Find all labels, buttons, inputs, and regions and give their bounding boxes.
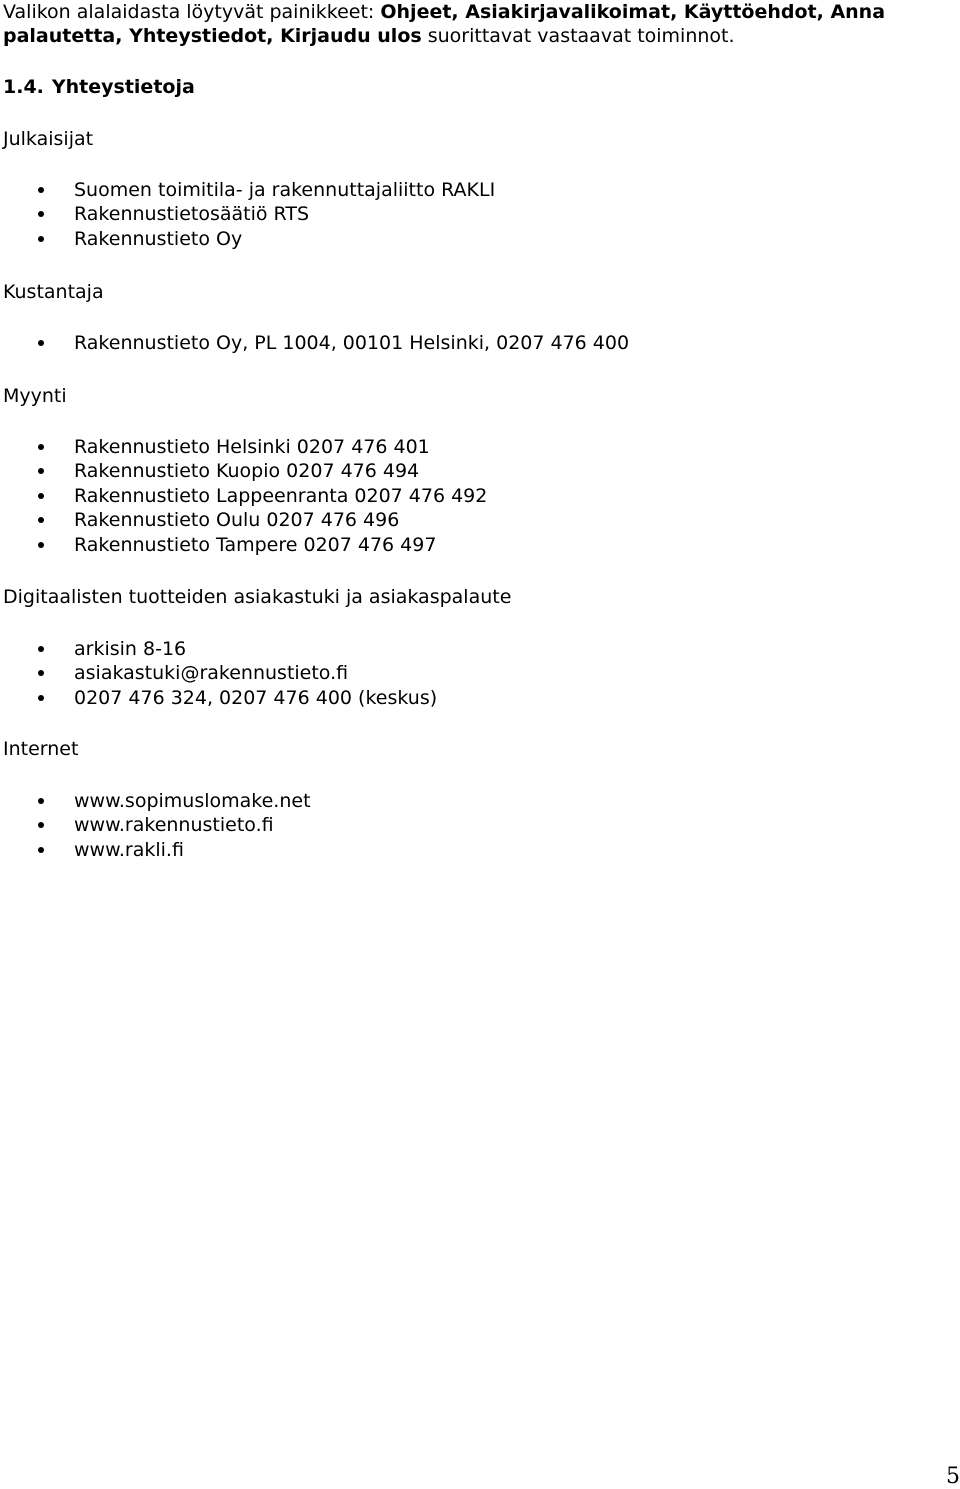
list-item-text: www.sopimuslomake.net: [74, 790, 311, 812]
list-item: [0, 813, 311, 837]
list-item-text: Rakennustieto Oy: [74, 227, 243, 250]
list-item-text: www.rakennustieto.fi: [74, 814, 274, 837]
bullet-icon: [38, 542, 44, 548]
list-item-text: www.rakli.fi: [74, 838, 184, 861]
list-item: [0, 459, 487, 483]
bullet-icon: [38, 340, 44, 346]
list-item-text: 0207 476 324, 0207 476 400 (keskus): [74, 686, 438, 709]
list-item: [0, 202, 495, 226]
list-item: [0, 508, 487, 532]
bullet-icon: [38, 798, 44, 804]
list-item-text: Rakennustieto Helsinki 0207 476 401: [74, 436, 430, 458]
bullet-icon: [38, 822, 44, 828]
bullet-icon: [38, 236, 44, 242]
bullet-icon: [38, 670, 44, 676]
list-item: [0, 484, 487, 508]
list-item-text: Rakennustieto Lappeenranta 0207 476 492: [74, 484, 488, 507]
list-internet: [0, 789, 311, 862]
group-label-asiakastuki: Digitaalisten tuotteiden asiakastuki ja asiakaspalaute: [3, 586, 512, 608]
list-julkaisijat: [0, 178, 495, 251]
list-item-text: Rakennustieto Tampere 0207 476 497: [74, 533, 437, 556]
list-item: [0, 178, 495, 202]
group-label-myynti: Myynti: [3, 385, 67, 407]
list-item: [0, 661, 437, 685]
list-item: [0, 533, 487, 557]
list-item-text: Rakennustieto Oy, PL 1004, 00101 Helsinki, 0207 476 400: [74, 332, 630, 354]
list-kustantaja: [0, 331, 629, 355]
list-myynti: [0, 435, 487, 557]
bullet-icon: [38, 211, 44, 217]
group-label-julkaisijat: Julkaisijat: [3, 128, 94, 150]
list-item: [0, 789, 311, 813]
list-item-text: Suomen toimitila- ja rakennuttajaliitto RAKLI: [74, 179, 496, 201]
bullet-icon: [38, 493, 44, 499]
list-item-text: asiakastuki@rakennustieto.fi: [74, 662, 349, 685]
section-title: Yhteystietoja: [51, 76, 195, 98]
bullet-icon: [38, 847, 44, 853]
list-item: [0, 686, 437, 710]
bullet-icon: [38, 444, 44, 450]
list-item: [0, 227, 495, 251]
list-asiakastuki: [0, 637, 437, 710]
group-label-kustantaja: Kustantaja: [3, 281, 104, 303]
intro-buttons-list: Ohjeet, Asiakirjavalikoimat, Käyttöehdot, Anna palautetta, Yhteystiedot, Kirjaudu ulos: [3, 1, 886, 47]
list-item-text: Rakennustietosäätiö RTS: [74, 203, 310, 226]
bullet-icon: [38, 517, 44, 523]
bullet-icon: [38, 187, 44, 193]
section-heading: [3, 74, 195, 100]
list-item-text: arkisin 8-16: [74, 638, 187, 660]
intro-prefix: Valikon alalaidasta löytyvät painikkeet:: [3, 1, 381, 23]
bullet-icon: [38, 695, 44, 701]
list-item: [0, 838, 311, 862]
intro-suffix: suorittavat vastaavat toiminnot.: [421, 25, 735, 47]
bullet-icon: [38, 646, 44, 652]
list-item-text: Rakennustieto Oulu 0207 476 496: [74, 509, 400, 532]
list-item: [0, 435, 487, 459]
intro-paragraph: [3, 0, 953, 48]
list-item: [0, 637, 437, 661]
bullet-icon: [38, 468, 44, 474]
group-label-internet: Internet: [3, 738, 79, 760]
page-number: 5: [946, 1464, 960, 1489]
list-item-text: Rakennustieto Kuopio 0207 476 494: [74, 460, 420, 483]
list-item: [0, 331, 629, 355]
section-number: 1.4.: [3, 76, 44, 98]
